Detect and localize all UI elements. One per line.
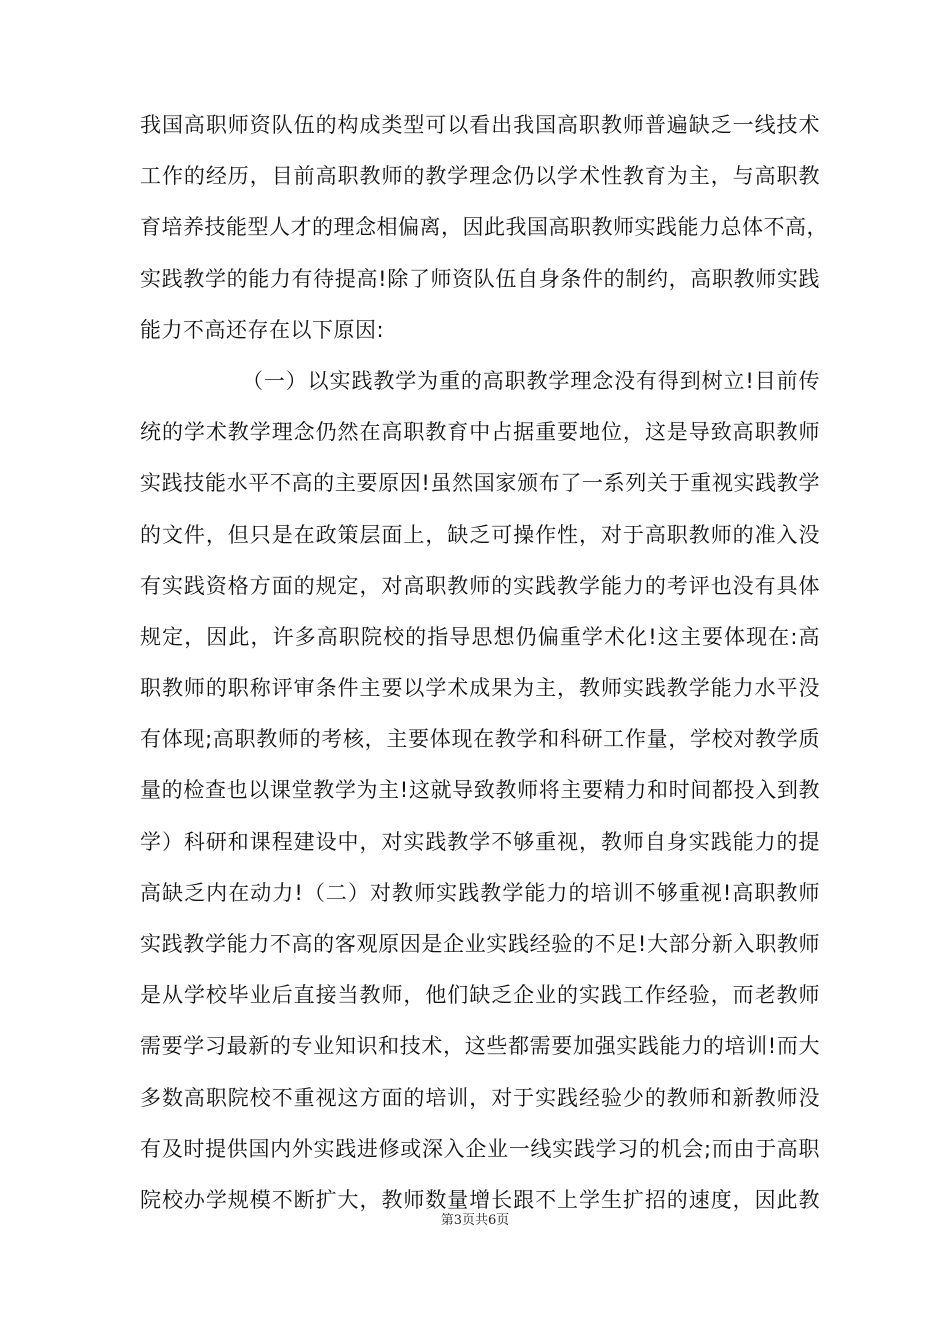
text-line: 是从学校毕业后直接当教师，他们缺乏企业的实践工作经验，而老教师 [140, 983, 820, 1008]
text-line: 工作的经历，目前高职教师的教学理念仍以学术性教育为主，与高职教 [140, 164, 820, 189]
text-line: 我国高职师资队伍的构成类型可以看出我国高职教师普遍缺乏一线技术 [140, 113, 820, 137]
text-line: 院校办学规模不断扩大，教师数量增长跟不上学生扩招的速度，因此教 [140, 1187, 820, 1212]
text-line: 实践教学的能力有待提高!除了师资队伍自身条件的制约，高职教师实践 [140, 266, 820, 291]
text-line: 学）科研和课程建设中，对实践教学不够重视，教师自身实践能力的提 [140, 829, 820, 854]
text-line: 职教师的职称评审条件主要以学术成果为主，教师实践教学能力水平没 [140, 676, 820, 701]
body-text [140, 100, 828, 1226]
text-line: 高缺乏内在动力!（二）对教师实践教学能力的培训不够重视!高职教师 [140, 880, 820, 905]
text-line: 能力不高还存在以下原因: [140, 317, 385, 342]
text-line: 育培养技能型人才的理念相偏离，因此我国高职教师实践能力总体不高， [140, 215, 828, 240]
page-number-footer: 第3页共6页 [440, 1213, 510, 1228]
section-heading-line: （一）以实践教学为重的高职教学理念没有得到树立!目前传 [242, 368, 820, 393]
text-line: 有体现;高职教师的考核，主要体现在教学和科研工作量，学校对教学质 [140, 727, 820, 752]
text-line: 量的检查也以课堂教学为主!这就导致教师将主要精力和时间都投入到教 [140, 778, 820, 803]
text-line: 的文件，但只是在政策层面上，缺乏可操作性，对于高职教师的准入没 [140, 522, 820, 547]
text-line: 统的学术教学理念仍然在高职教育中占据重要地位，这是导致高职教师 [140, 420, 820, 445]
text-line: 有实践资格方面的规定，对高职教师的实践教学能力的考评也没有具体 [140, 573, 820, 598]
text-line: 实践教学能力不高的客观原因是企业实践经验的不足!大部分新入职教师 [140, 932, 820, 956]
text-line: 多数高职院校不重视这方面的培训，对于实践经验少的教师和新教师没 [140, 1085, 820, 1110]
text-line: 实践技能水平不高的主要原因!虽然国家颁布了一系列关于重视实践教学 [140, 471, 820, 496]
text-line: 规定，因此，许多高职院校的指导思想仍偏重学术化!这主要体现在:高 [140, 624, 820, 649]
text-line: 有及时提供国内外实践进修或深入企业一线实践学习的机会;而由于高职 [140, 1136, 820, 1161]
text-line: 需要学习最新的专业知识和技术，这些都需要加强实践能力的培训!而大 [140, 1034, 820, 1059]
